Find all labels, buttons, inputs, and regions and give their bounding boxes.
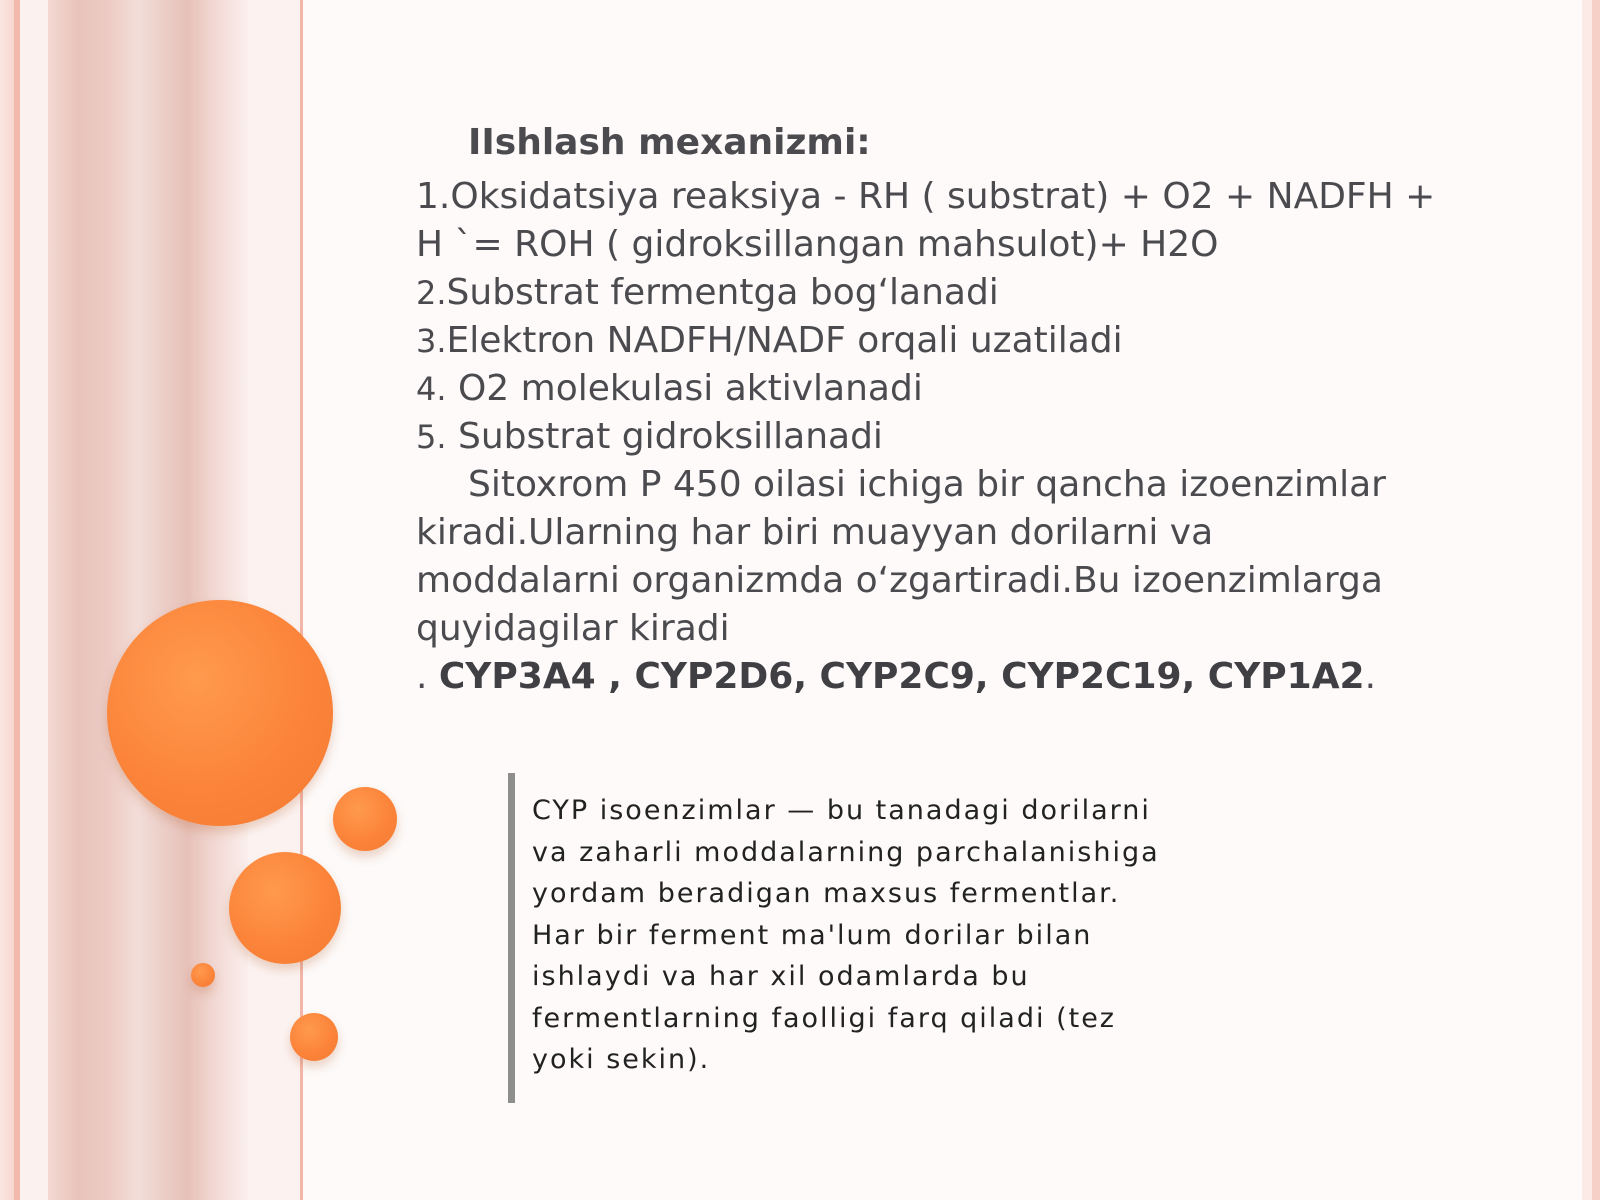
step-text: H `= ROH ( gidroksillangan mahsulot)+ H2O bbox=[416, 224, 1219, 265]
step-number: 1. bbox=[416, 176, 451, 217]
enzyme-prefix: . bbox=[416, 656, 439, 697]
step-number: 4. bbox=[416, 370, 447, 408]
paragraph-line-4: quyidagilar kiradi bbox=[416, 608, 730, 649]
quote-line: yoki sekin). bbox=[532, 1044, 711, 1075]
decorative-stripe-right bbox=[1592, 0, 1600, 1200]
decorative-circle-medium bbox=[229, 852, 341, 964]
step-1 bbox=[416, 173, 1446, 221]
slide-content bbox=[416, 117, 1446, 701]
slide-heading: IIshlash mexanizmi: bbox=[468, 122, 871, 163]
quote-line: Har bir ferment ma'lum dorilar bilan bbox=[532, 919, 1093, 951]
quote-line: fermentlarning faolligi farq qiladi (tez bbox=[532, 1002, 1116, 1034]
paragraph-line-1: Sitoxrom P 450 oilasi ichiga bir qancha izoenzimlar bbox=[468, 464, 1386, 505]
decorative-circle-tiny bbox=[191, 963, 215, 987]
decorative-stripe-light bbox=[20, 0, 48, 1200]
quote-line: yordam beradigan maxsus fermentlar. bbox=[532, 878, 1121, 909]
step-4 bbox=[416, 365, 1446, 413]
step-5 bbox=[416, 413, 1446, 461]
step-3 bbox=[416, 317, 1446, 365]
decorative-stripe-light-2 bbox=[248, 0, 300, 1200]
enzyme-suffix: . bbox=[1364, 656, 1377, 697]
quote-text bbox=[532, 790, 1352, 1081]
enzyme-list bbox=[416, 653, 1446, 701]
decorative-circle-small-1 bbox=[333, 787, 397, 851]
paragraph-line-3: moddalarni organizmda o‘zgartiradi.Bu izoenzimlarga bbox=[416, 560, 1383, 601]
paragraph-line-2: kiradi.Ularning har biri muayyan dorilarni va bbox=[416, 512, 1214, 553]
step-number: 2. bbox=[416, 274, 447, 312]
step-number: 3. bbox=[416, 322, 447, 360]
step-text: O2 molekulasi aktivlanadi bbox=[446, 368, 923, 409]
step-text: Elektron NADFH/NADF orqali uzatiladi bbox=[446, 320, 1123, 361]
step-text: Substrat fermentga bog‘lanadi bbox=[446, 272, 999, 313]
decorative-circle-large bbox=[107, 600, 333, 826]
step-1-continued bbox=[416, 221, 1446, 269]
decorative-circle-small-2 bbox=[290, 1013, 338, 1061]
enzyme-names: CYP3A4 , CYP2D6, CYP2C9, CYP2C19, CYP1A2 bbox=[438, 656, 1365, 697]
step-text: Oksidatsiya reaksiya - RH ( substrat) + O2 + NADFH + bbox=[450, 176, 1436, 217]
decorative-stripe-thin bbox=[14, 0, 20, 1200]
quote-line: ishlaydi va har xil odamlarda bu bbox=[532, 961, 1030, 992]
step-text: Substrat gidroksillanadi bbox=[446, 416, 883, 457]
quote-line: CYP isoenzimlar — bu tanadagi dorilarni bbox=[532, 795, 1151, 826]
step-2 bbox=[416, 269, 1446, 317]
step-number: 5. bbox=[416, 418, 447, 456]
quote-line: va zaharli moddalarning parchalanishiga bbox=[532, 836, 1160, 868]
decorative-stripe-right-light bbox=[1582, 0, 1592, 1200]
